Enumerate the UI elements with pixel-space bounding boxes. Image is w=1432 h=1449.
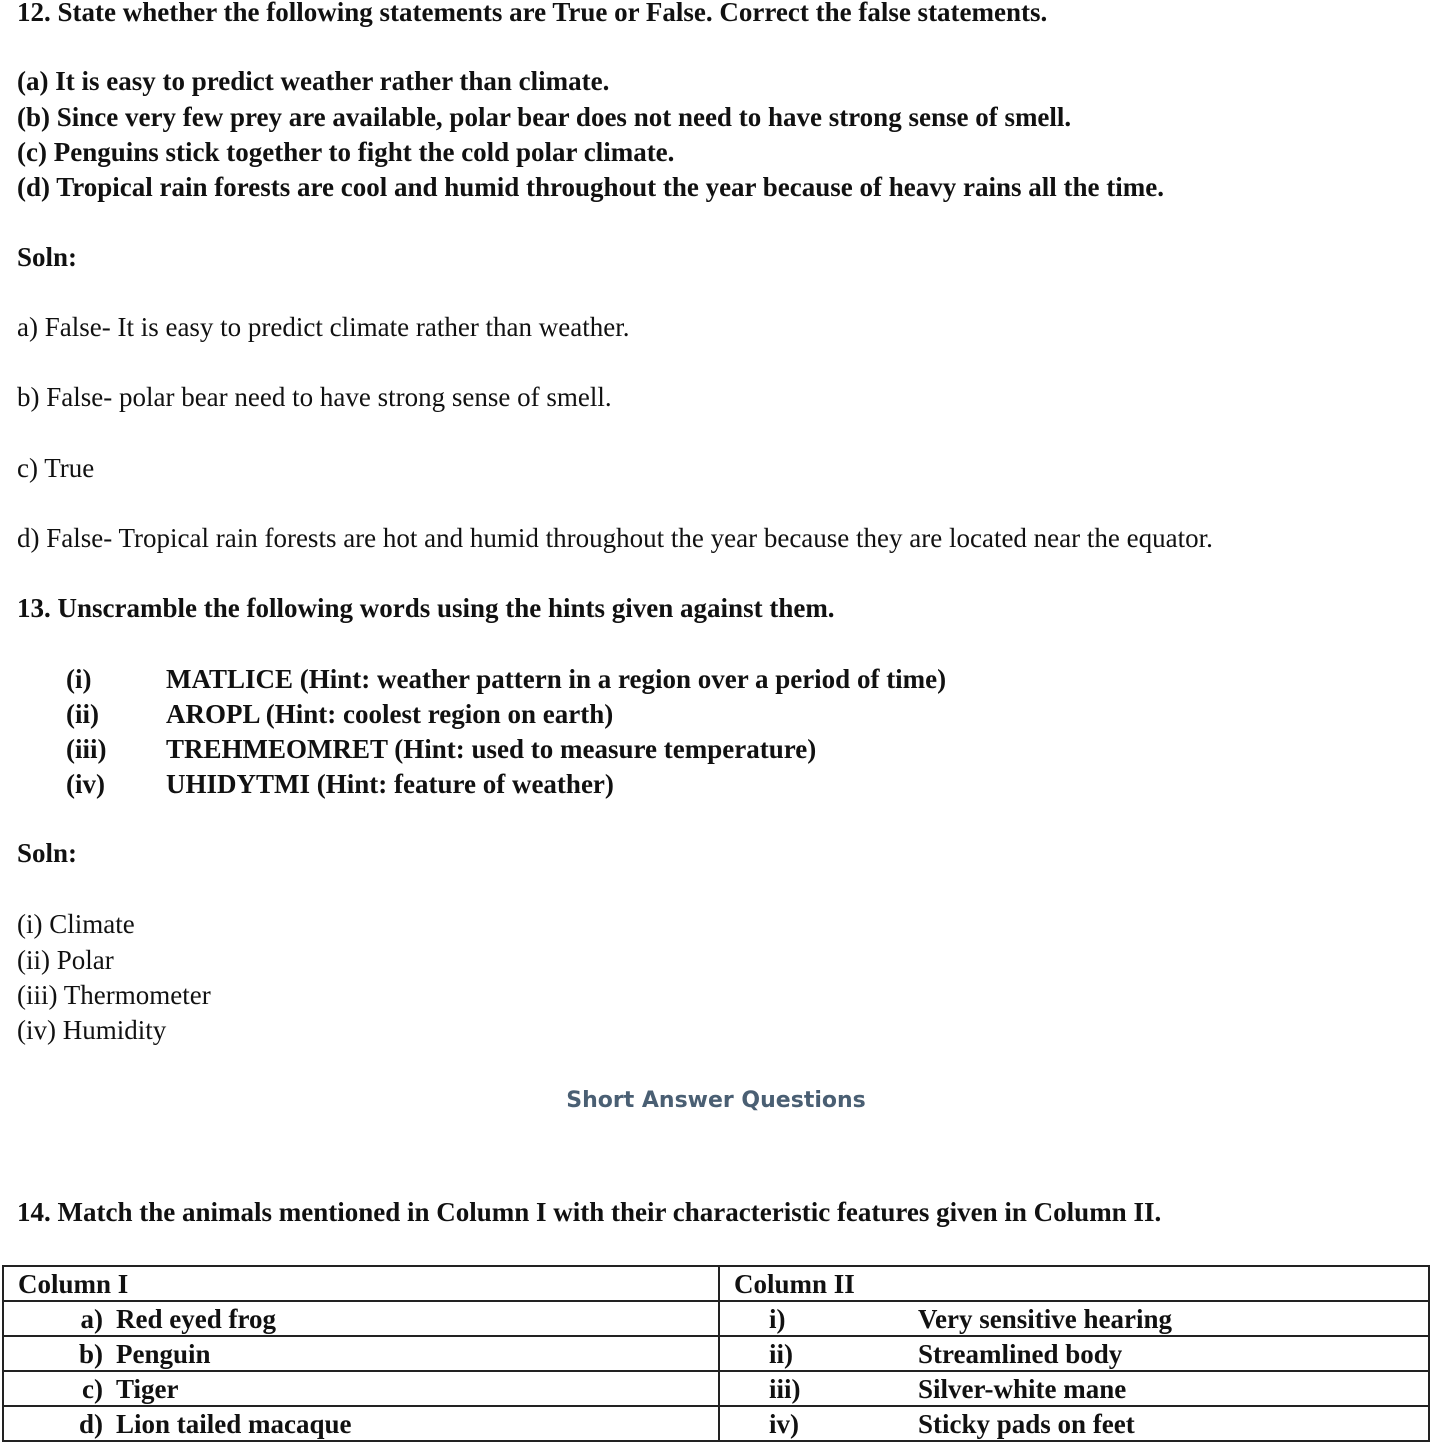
item-text: MATLICE (Hint: weather pattern in a region over a period of time) (166, 664, 947, 694)
header-column-1: Column I (3, 1266, 719, 1301)
q12-answer-b: b) False- polar bear need to have strong sense of smell. (17, 382, 612, 412)
row-label: a) (80, 1303, 103, 1334)
table-row (3, 1406, 1429, 1441)
item-number: (iv) (66, 769, 105, 799)
q12-answer-d: d) False- Tropical rain forests are hot and humid throughout the year because they are located near the equator. (17, 523, 1213, 553)
animal: Lion tailed macaque (116, 1408, 352, 1439)
table-row (3, 1371, 1429, 1406)
table-header-row (3, 1266, 1429, 1301)
row-label: iii) (769, 1373, 801, 1404)
animal: Tiger (116, 1373, 179, 1404)
row-label: ii) (769, 1338, 793, 1369)
item-text: AROPL (Hint: coolest region on earth) (166, 699, 614, 729)
q13-soln-label: Soln: (17, 838, 78, 868)
q12-answer-a: a) False- It is easy to predict climate rather than weather. (17, 312, 630, 342)
match-table (2, 1265, 1430, 1442)
row-label: b) (78, 1338, 103, 1369)
q13-answer: (iv) Humidity (17, 1015, 167, 1045)
row-label: iv) (769, 1408, 799, 1439)
q13-answer: (iii) Thermometer (17, 980, 211, 1010)
item-text: TREHMEOMRET (Hint: used to measure temperature) (166, 734, 817, 764)
row-label: i) (769, 1303, 786, 1334)
q12-title: 12. State whether the following statements are True or False. Correct the false statements. (17, 0, 1048, 27)
row-label: d) (78, 1408, 103, 1439)
q12-soln-label: Soln: (17, 242, 78, 272)
feature: Streamlined body (918, 1338, 1123, 1369)
feature: Silver-white mane (918, 1373, 1127, 1404)
q13-answer: (i) Climate (17, 909, 135, 939)
q12-item-d: (d) Tropical rain forests are cool and humid throughout the year because of heavy rains all the time. (17, 172, 1164, 202)
header-column-2: Column II (719, 1266, 1429, 1301)
item-number: (iii) (66, 734, 107, 764)
q12-answer-c: c) True (17, 453, 95, 483)
table-row (3, 1336, 1429, 1371)
feature: Very sensitive hearing (918, 1303, 1172, 1334)
item-number: (ii) (66, 699, 99, 729)
q12-item-c: (c) Penguins stick together to fight the cold polar climate. (17, 137, 675, 167)
q13-answer: (ii) Polar (17, 945, 114, 975)
table-row (3, 1301, 1429, 1336)
q14-title: 14. Match the animals mentioned in Column I with their characteristic features given in Column II. (17, 1197, 1162, 1227)
feature: Sticky pads on feet (918, 1408, 1135, 1439)
q13-title: 13. Unscramble the following words using the hints given against them. (17, 593, 835, 623)
animal: Red eyed frog (116, 1303, 276, 1334)
animal: Penguin (116, 1338, 211, 1369)
q12-item-a: (a) It is easy to predict weather rather than climate. (17, 66, 610, 96)
q12-item-b: (b) Since very few prey are available, polar bear does not need to have strong sense of smell. (17, 102, 1072, 132)
row-label: c) (82, 1373, 103, 1404)
item-number: (i) (66, 664, 92, 694)
section-heading: Short Answer Questions (566, 1088, 866, 1113)
item-text: UHIDYTMI (Hint: feature of weather) (166, 769, 614, 799)
